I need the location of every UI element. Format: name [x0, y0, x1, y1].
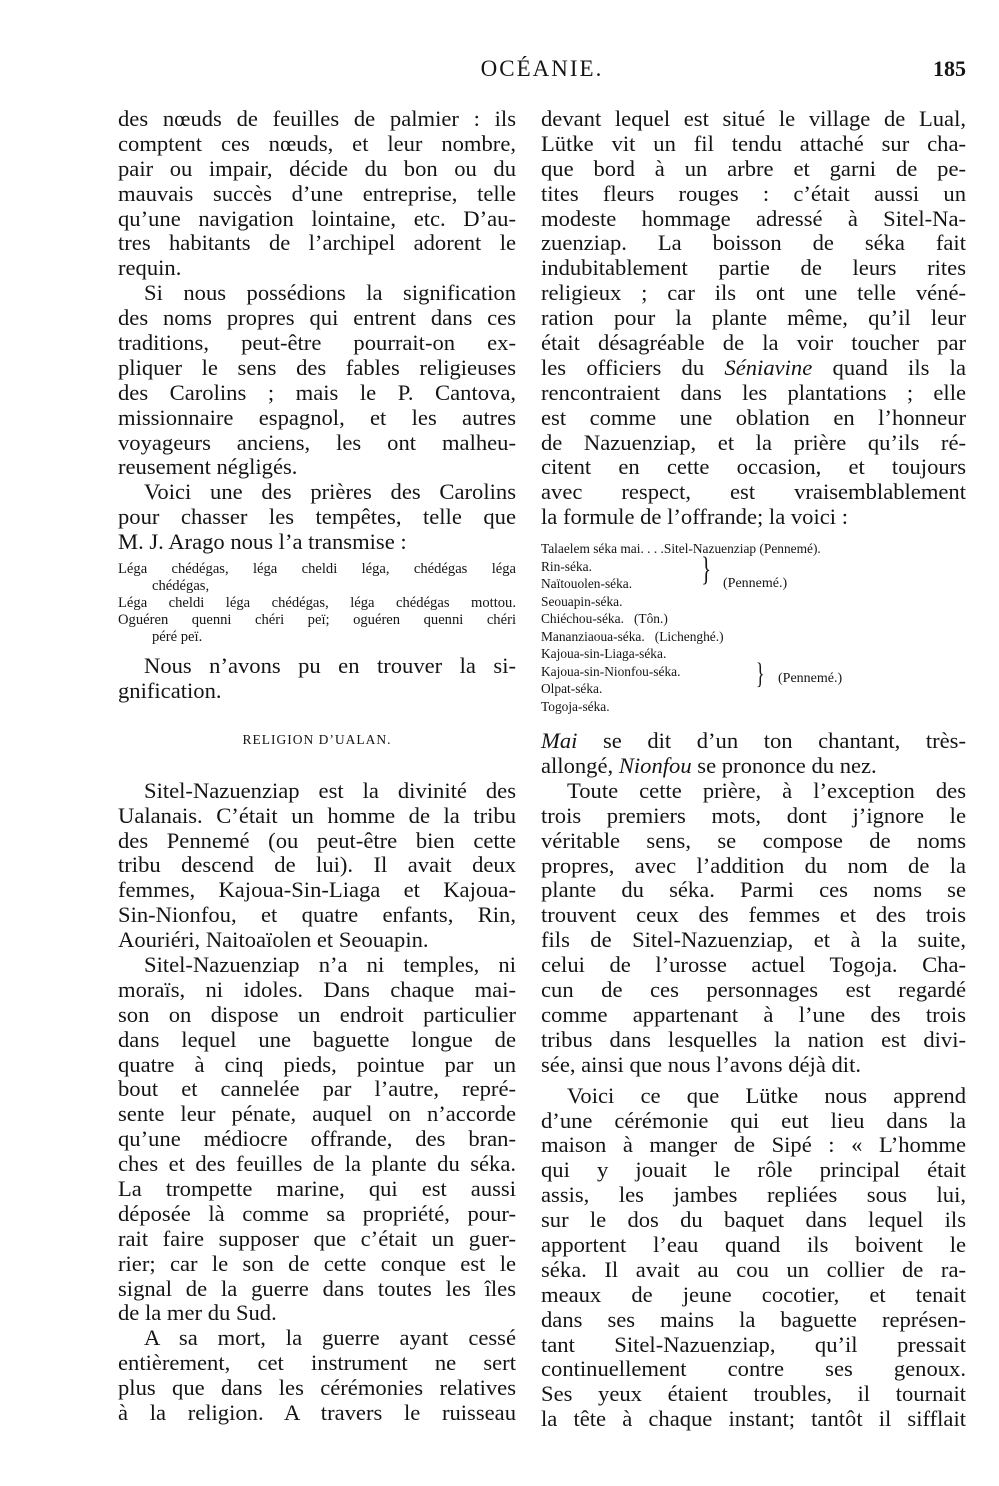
- text-line: Sitel-Nazuenziap est la divinité des: [144, 777, 516, 803]
- verse-line: chédégas,: [152, 578, 210, 595]
- text-line: rait faire supposer que c’était un guer-: [118, 1225, 516, 1251]
- text-line: est comme une oblation en l’honneur: [541, 404, 966, 430]
- brace-symbol: }: [755, 657, 765, 691]
- text-line: A sa mort, la guerre ayant cessé: [144, 1325, 516, 1351]
- text-line: entièrement, cet instrument ne sert: [118, 1350, 516, 1376]
- text-line: sente leur pénate, auquel on n’accorde: [118, 1101, 516, 1127]
- text-line: Ualanais. C’était un homme de la tribu: [118, 802, 516, 828]
- text-line: Aouriéri, Naitoaïolen et Seouapin.: [118, 927, 429, 953]
- text-line: moraïs, ni idoles. Dans chaque mai-: [118, 976, 516, 1002]
- text-line: dans ses mains la baguette représen-: [541, 1306, 966, 1332]
- text-line: indubitablement partie de leurs rites: [541, 255, 966, 281]
- text-line: Si nous possédions la signification: [144, 280, 516, 306]
- text-line: plante du séka. Parmi ces noms se: [541, 877, 966, 903]
- text-line: avec respect, est vraisemblablement: [541, 479, 966, 505]
- tribe-label: (Lichenghé.): [654, 628, 724, 644]
- text-line: Mai se dit d’un ton chantant, très-: [541, 728, 966, 754]
- brace-symbol: }: [701, 551, 712, 589]
- text-line: signal de la guerre dans toutes les îles: [118, 1275, 516, 1301]
- text-line: Voici une des prières des Carolins: [144, 479, 516, 505]
- text-line: maison à manger de Sipé : « L’homme: [541, 1132, 966, 1158]
- formula-line: Togoja-séka.: [541, 698, 610, 714]
- text-line: rencontraient dans les plantations ; elle: [541, 379, 966, 405]
- text-line: fils de Sitel-Nazuenziap, et à la suite,: [541, 927, 966, 953]
- text-line: sée, ainsi que nous l’avons déjà dit.: [541, 1051, 862, 1077]
- text-line: pliquer le sens des fables religieuses: [118, 354, 516, 380]
- paragraph: [118, 779, 516, 953]
- text-line: la formule de l’offrande; la voici :: [541, 504, 848, 530]
- text-line: tribu descend de lui). Il avait deux: [118, 852, 516, 878]
- text-line: La trompette marine, qui est aussi: [118, 1175, 516, 1201]
- formula-line: Olpat-séka.: [541, 681, 603, 697]
- paragraph: [118, 107, 516, 281]
- page-header: [118, 56, 966, 86]
- text-line: Nous n’avons pu en trouver la si-: [144, 653, 516, 679]
- text-line: les officiers du Séniavine quand ils la: [541, 354, 966, 380]
- text-line: déposée là comme sa propriété, pour-: [118, 1200, 516, 1226]
- text-line: qu’une navigation lointaine, etc. D’au-: [118, 205, 516, 231]
- text-line: la tête à chaque instant; tantôt il sifflait: [541, 1406, 966, 1432]
- text-line: quatre à cinq pieds, pointue par un: [118, 1051, 516, 1077]
- text-line: des noms propres qui entrent dans ces: [118, 305, 516, 331]
- running-title: OCÉANIE.: [480, 56, 604, 81]
- text-line: des nœuds de feuilles de palmier : ils: [118, 106, 516, 131]
- text-line: ration pour la plante même, qu’il leur: [541, 305, 966, 331]
- tribe-label: (Pennemé.): [723, 576, 788, 592]
- text-line: femmes, Kajoua-Sin-Liaga et Kajoua-: [118, 877, 516, 903]
- text-line: continuellement contre ses genoux.: [541, 1356, 966, 1382]
- tribe-label: (Tôn.): [633, 611, 668, 627]
- formula-line: Kajoua-sin-Nionfou-séka.: [541, 663, 681, 679]
- formula-line: Kajoua-sin-Liaga-séka.: [541, 646, 667, 662]
- text-line: Sin-Nionfou, et quatre enfants, Rin,: [118, 902, 516, 928]
- text-line: tant Sitel-Nazuenziap, qu’il pressait: [541, 1331, 966, 1357]
- paragraph: [118, 480, 516, 555]
- text-line: citent en cette occasion, et toujours: [541, 454, 966, 480]
- text-line: bout et cannelée par l’autre, repré-: [118, 1076, 516, 1102]
- text-line: comptent ces nœuds, et leur nombre,: [118, 130, 516, 156]
- paragraph: [118, 953, 516, 1326]
- text-line: zuenziap. La boisson de séka fait: [541, 230, 966, 256]
- text-line: Sitel-Nazuenziap n’a ni temples, ni: [144, 951, 516, 977]
- prayer-verse: [118, 561, 516, 646]
- text-line: M. J. Arago nous l’a transmise :: [118, 529, 407, 555]
- paragraph: [541, 107, 966, 530]
- paragraph: [541, 729, 966, 779]
- text-line: meaux de jeune cocotier, et tenait: [541, 1281, 966, 1307]
- text-line: véritable sens, se compose de noms: [541, 827, 966, 853]
- text-line: des Pennemé (ou peut-être bien cette: [118, 827, 516, 853]
- text-line: devant lequel est situé le village de Lual,: [541, 106, 966, 131]
- text-line: était désagréable de la voir toucher par: [541, 330, 966, 356]
- text-line: qu’une médiocre offrande, des bran-: [118, 1126, 516, 1152]
- formula-line: Seouapin-séka.: [541, 593, 623, 609]
- text-line: propres, avec l’addition du nom de la: [541, 852, 966, 878]
- text-line: reusement négligés.: [118, 454, 298, 480]
- left-column: [118, 107, 516, 1426]
- text-line: Toute cette prière, à l’exception des: [567, 777, 966, 803]
- text-line: gnification.: [118, 677, 222, 703]
- formula-line: Chiéchou-séka. (Tôn.): [541, 611, 668, 627]
- text-line: trois premiers mots, dont j’ignore le: [541, 802, 966, 828]
- text-line: comme appartenant à l’une des trois: [541, 1001, 966, 1027]
- text-line: dans lequel une baguette longue de: [118, 1026, 516, 1052]
- verse-line: Léga cheldi léga chédégas, léga chédégas mottou.: [118, 595, 516, 612]
- formula-line: Mananziaoua-séka. (Lichenghé.): [541, 628, 724, 644]
- text-line: tribus dans lesquelles la nation est divi-: [541, 1026, 966, 1052]
- text-line: pour chasser les tempêtes, telle que: [118, 504, 516, 530]
- paragraph: [118, 1326, 516, 1426]
- text-line: de Nazuenziap, et la prière qu’ils ré-: [541, 429, 966, 455]
- text-line: requin.: [118, 255, 182, 281]
- text-line: tres habitants de l’archipel adorent le: [118, 230, 516, 256]
- text-line: sur le dos du baquet dans lequel ils: [541, 1207, 966, 1233]
- formula-line: Talaelem séka mai. . . .Sitel-Nazuenziap (Pennemé).: [541, 541, 821, 557]
- formula-line: Rin-séka.: [541, 558, 592, 574]
- right-column: [541, 107, 966, 1432]
- text-line: religieux ; car ils ont une telle véné-: [541, 280, 966, 306]
- paragraph: [541, 1084, 966, 1432]
- text-line: voyageurs anciens, les ont malheu-: [118, 429, 516, 455]
- text-line: modeste hommage adressé à Sitel-Na-: [541, 205, 966, 231]
- section-heading: RELIGION D’UALAN.: [242, 731, 392, 747]
- tribe-label: (Pennemé.): [778, 671, 843, 687]
- text-line: que bord à un arbre et garni de pe-: [541, 155, 966, 181]
- ship-name: Séniavine: [724, 354, 813, 380]
- paragraph: [118, 281, 516, 480]
- text-line: celui de l’urosse actuel Togoja. Cha-: [541, 952, 966, 978]
- text-line: des Carolins ; mais le P. Cantova,: [118, 379, 516, 405]
- text-line: apportent l’eau quand ils boivent le: [541, 1231, 966, 1257]
- paragraph: [118, 654, 516, 704]
- text-line: rier; car le son de cette conque est le: [118, 1250, 516, 1276]
- text-line: son on dispose un endroit particulier: [118, 1001, 516, 1027]
- offering-formula: [541, 540, 966, 715]
- text-line: qui y jouait le rôle principal était: [541, 1157, 966, 1183]
- text-line: de la mer du Sud.: [118, 1300, 277, 1326]
- text-line: Ses yeux étaient troubles, il tournait: [541, 1381, 966, 1407]
- text-line: plus que dans les cérémonies relatives: [118, 1375, 516, 1401]
- text-line: d’une cérémonie qui eut lieu dans la: [541, 1107, 966, 1133]
- text-line: mauvais succès d’une entreprise, telle: [118, 180, 516, 206]
- text-line: assis, les jambes repliées sous lui,: [541, 1182, 966, 1208]
- text-line: pair ou impair, décide du bon ou du: [118, 155, 516, 181]
- page-number: 185: [933, 56, 966, 81]
- text-line: à la religion. A travers le ruisseau: [118, 1399, 516, 1425]
- verse-line: Léga chédégas, léga cheldi léga, chédégas léga: [118, 561, 516, 578]
- text-line: trouvent ceux des femmes et des trois: [541, 902, 966, 928]
- text-line: séka. Il avait au cou un collier de ra-: [541, 1256, 966, 1282]
- formula-line: Naïtouolen-séka.: [541, 576, 633, 592]
- paragraph: [541, 779, 966, 1078]
- text-line: allongé, Nionfou se prononce du nez.: [541, 753, 877, 779]
- verse-line: Oguéren quenni chéri peï; oguéren quenni chéri: [118, 612, 516, 629]
- text-line: cun de ces personnages est regardé: [541, 977, 966, 1003]
- text-line: Lütke vit un fil tendu attaché sur cha-: [541, 130, 966, 156]
- text-line: traditions, peut-être pourrait-on ex-: [118, 330, 516, 356]
- text-line: tites fleurs rouges : c’était aussi un: [541, 180, 966, 206]
- text-line: ches et des feuilles de la plante du séka.: [118, 1151, 516, 1177]
- text-line: Voici ce que Lütke nous apprend: [567, 1082, 966, 1108]
- text-line: missionnaire espagnol, et les autres: [118, 404, 516, 430]
- verse-line: péré peï.: [152, 629, 203, 646]
